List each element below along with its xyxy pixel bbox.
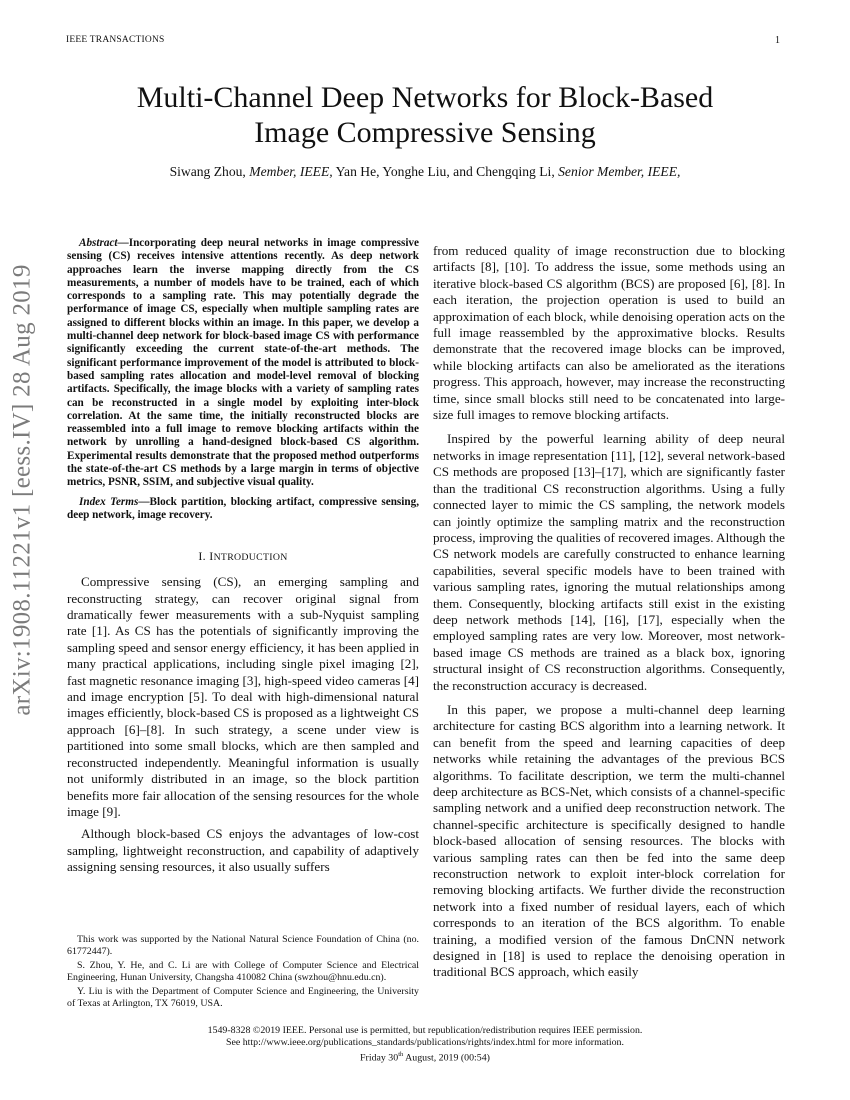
intro-paragraph-3: Inspired by the powerful learning ability of deep neural networks in image representation [11], [12], several network-based CS methods are proposed [13]–[17], which are significantly faster than the traditional CS reconstruction algorithms. Using a fully connected layer to mimic the CS sampling, the network models can jointly optimize the sampling matrix and the reconstruction process, improving the qualities of recovered images. Although the CS network models are carefully constructed to enhance learning capabilities, several specific models have to been trained with various sampling rates, ignoring the mutual relationships among them. Consequently, blocking artifacts still exist in the existing deep network methods [14], [16], [17], especially when the employed sampling rates are very low. Moreover, most network-based image CS methods are trained as a black box, ignoring structural insight of CS reconstruction algorithms. Consequently, the reconstruction accuracy is decreased. — [433, 431, 785, 693]
intro-paragraph-4: In this paper, we propose a multi-channel deep learning architecture for casting BCS algorithm into a learning network. It can benefit from the speed and learning capacities of deep networks while retaining the advantages of the previous BCS algorithms. To facilitate description, we term the multi-channel deep architecture as BCS-Net, which consists of a channel-specific sampling network and a unified deep reconstruction network. The channel-specific architecture is specifically designed to handle block-based allocation of sensing resources. The blocks with various sampling rates can then be fed into the same deep reconstruction network to exploit inter-block correlation for removing blocking artifacts. We further divide the reconstruction network into a fixed number of residual layers, each of which corresponds to an iteration of the BCS algorithm. To enable training, a modified version of the famous DnCNN network designed in [18] is used to replace the denoising operation in traditional BCS approach, which easily — [433, 701, 785, 980]
intro-paragraph-continued: from reduced quality of image reconstruction due to blocking artifacts [8], [10]. To address the issue, some methods using an iterative block-based CS algorithm (BCS) are proposed [6], [8]. In each iteration, the projection operation is used to build an approximation of each block, while denoising operation acts on the full image reassembled by the approximative blocks. Results demonstrate that the recovered image blocks can be improved, while blocking artifacts can also be ameliorated as the iterations progress. This approach, however, may increase the reconstructing time, since small blocks still need to be concatenated into large-size full images to remove blocking artifacts. — [433, 243, 785, 423]
paper-title — [60, 80, 790, 150]
title-line-1: Multi-Channel Deep Networks for Block-Based — [136, 81, 714, 114]
authors-rest: Yan He, Yonghe Liu, and Chengqing Li, — [335, 164, 555, 179]
abstract-label: Abstract — [79, 237, 118, 249]
section-heading-introduction — [67, 549, 419, 564]
section-title-rest: NTRODUCTION — [213, 552, 288, 564]
copyright-date — [80, 1049, 770, 1064]
footnote-affiliation-2: Y. Liu is with the Department of Computer Science and Engineering, the University of Texas at Arlington, TX 76019, USA. — [67, 986, 419, 1010]
author-list — [60, 163, 790, 181]
abstract-text: —Incorporating deep neural networks in image compressive sensing (CS) receives intensive attentions recently. As deep network approaches learn the inverse mapping directly from the CS measurements, a number of models have to be trained, each of which corresponds to a sampling rate. This may potentially degrade the performance of image CS, especially when multiple sampling rates are assigned to different blocks within an image. In this paper, we develop a multi-channel deep network for block-based image CS with performance significantly exceeding the current state-of-the-art methods. The significant performance improvement of the model is attributed to block-based sampling rates allocation and model-level removal of blocking artifacts. Specifically, the image blocks with a variety of sampling rates can be reconstructed in a single model by exploiting inter-block correlation. At the same time, the initially reconstructed blocks are reassembled into a full image to remove blocking artifacts within the network by unrolling a hand-designed block-based CS algorithm. Experimental results demonstrate that the proposed method outperforms the state-of-the-art CS methods by a large margin in terms of objective metrics, PSNR, SSIM, and subjective visual quality. — [67, 237, 419, 489]
author-1: Siwang Zhou, — [169, 164, 246, 179]
page-number: 1 — [775, 35, 780, 46]
footnote-funding: This work was supported by the National Natural Science Foundation of China (no. 61772447). — [67, 934, 419, 958]
copyright-line-2: See http://www.ieee.org/publications_standards/publications/rights/index.html for more information. — [226, 1037, 624, 1048]
arxiv-stamp — [4, 264, 42, 716]
footnote-affiliation-1: S. Zhou, Y. He, and C. Li are with College of Computer Science and Electrical Engineering, Hunan University, Changsha 410082 China (swzhou@hnu.edu.cn). — [67, 960, 419, 984]
author-last-role: Senior Member, IEEE, — [558, 164, 681, 179]
right-column — [433, 243, 785, 989]
section-initial: I — [209, 549, 214, 564]
left-column — [67, 237, 419, 882]
intro-paragraph-1: Compressive sensing (CS), an emerging sampling and reconstructing strategy, can recover original signal from dramatically fewer measurements with a sub-Nyquist sampling rate [1]. As CS has the potentials of significantly improving the sampling speed and sensor energy efficiency, it has been applied in many practical applications, including single pixel imaging [2], fast magnetic resonance imaging [3], high-speed video cameras [4] and image encryption [5]. To deal with high-dimensional natural images efficiently, block-based CS is proposed as a lightweight CS approach [6]–[8]. In such strategy, a scene under view is partitioned into some small blocks, which are then sampled and reconstructed independently. Meaningful information is usually not uniformly distributed in an image, so the block partition benefits more fair allocation of the sensing resources for the whole image [9]. — [67, 574, 419, 819]
title-line-2: Image Compressive Sensing — [254, 116, 596, 149]
date-suffix: th — [398, 1051, 404, 1058]
section-numeral: I. — [198, 549, 210, 564]
abstract — [67, 237, 419, 490]
copyright-line-1: 1549-8328 ©2019 IEEE. Personal use is permitted, but republication/redistribution requires IEEE permission. — [207, 1025, 643, 1036]
date-prefix: Friday 30 — [360, 1052, 399, 1064]
arxiv-identifier: arXiv:1908.11221v1 [eess.IV] 28 Aug 2019 — [9, 264, 37, 716]
running-header: IEEE TRANSACTIONS — [66, 35, 165, 45]
intro-paragraph-2: Although block-based CS enjoys the advantages of low-cost sampling, lightweight reconstruction, and capability of adaptively assigning sensing resources, it also usually suffers — [67, 826, 419, 875]
author-1-role: Member, IEEE, — [249, 164, 333, 179]
index-terms — [67, 496, 419, 523]
footnotes — [67, 934, 419, 1012]
copyright-notice — [80, 1025, 770, 1064]
index-terms-label: Index Terms — [79, 495, 139, 508]
date-rest: August, 2019 (00:54) — [403, 1052, 490, 1064]
index-terms-text: —Block partition, blocking artifact, compressive sensing, deep network, image recovery. — [67, 495, 420, 521]
